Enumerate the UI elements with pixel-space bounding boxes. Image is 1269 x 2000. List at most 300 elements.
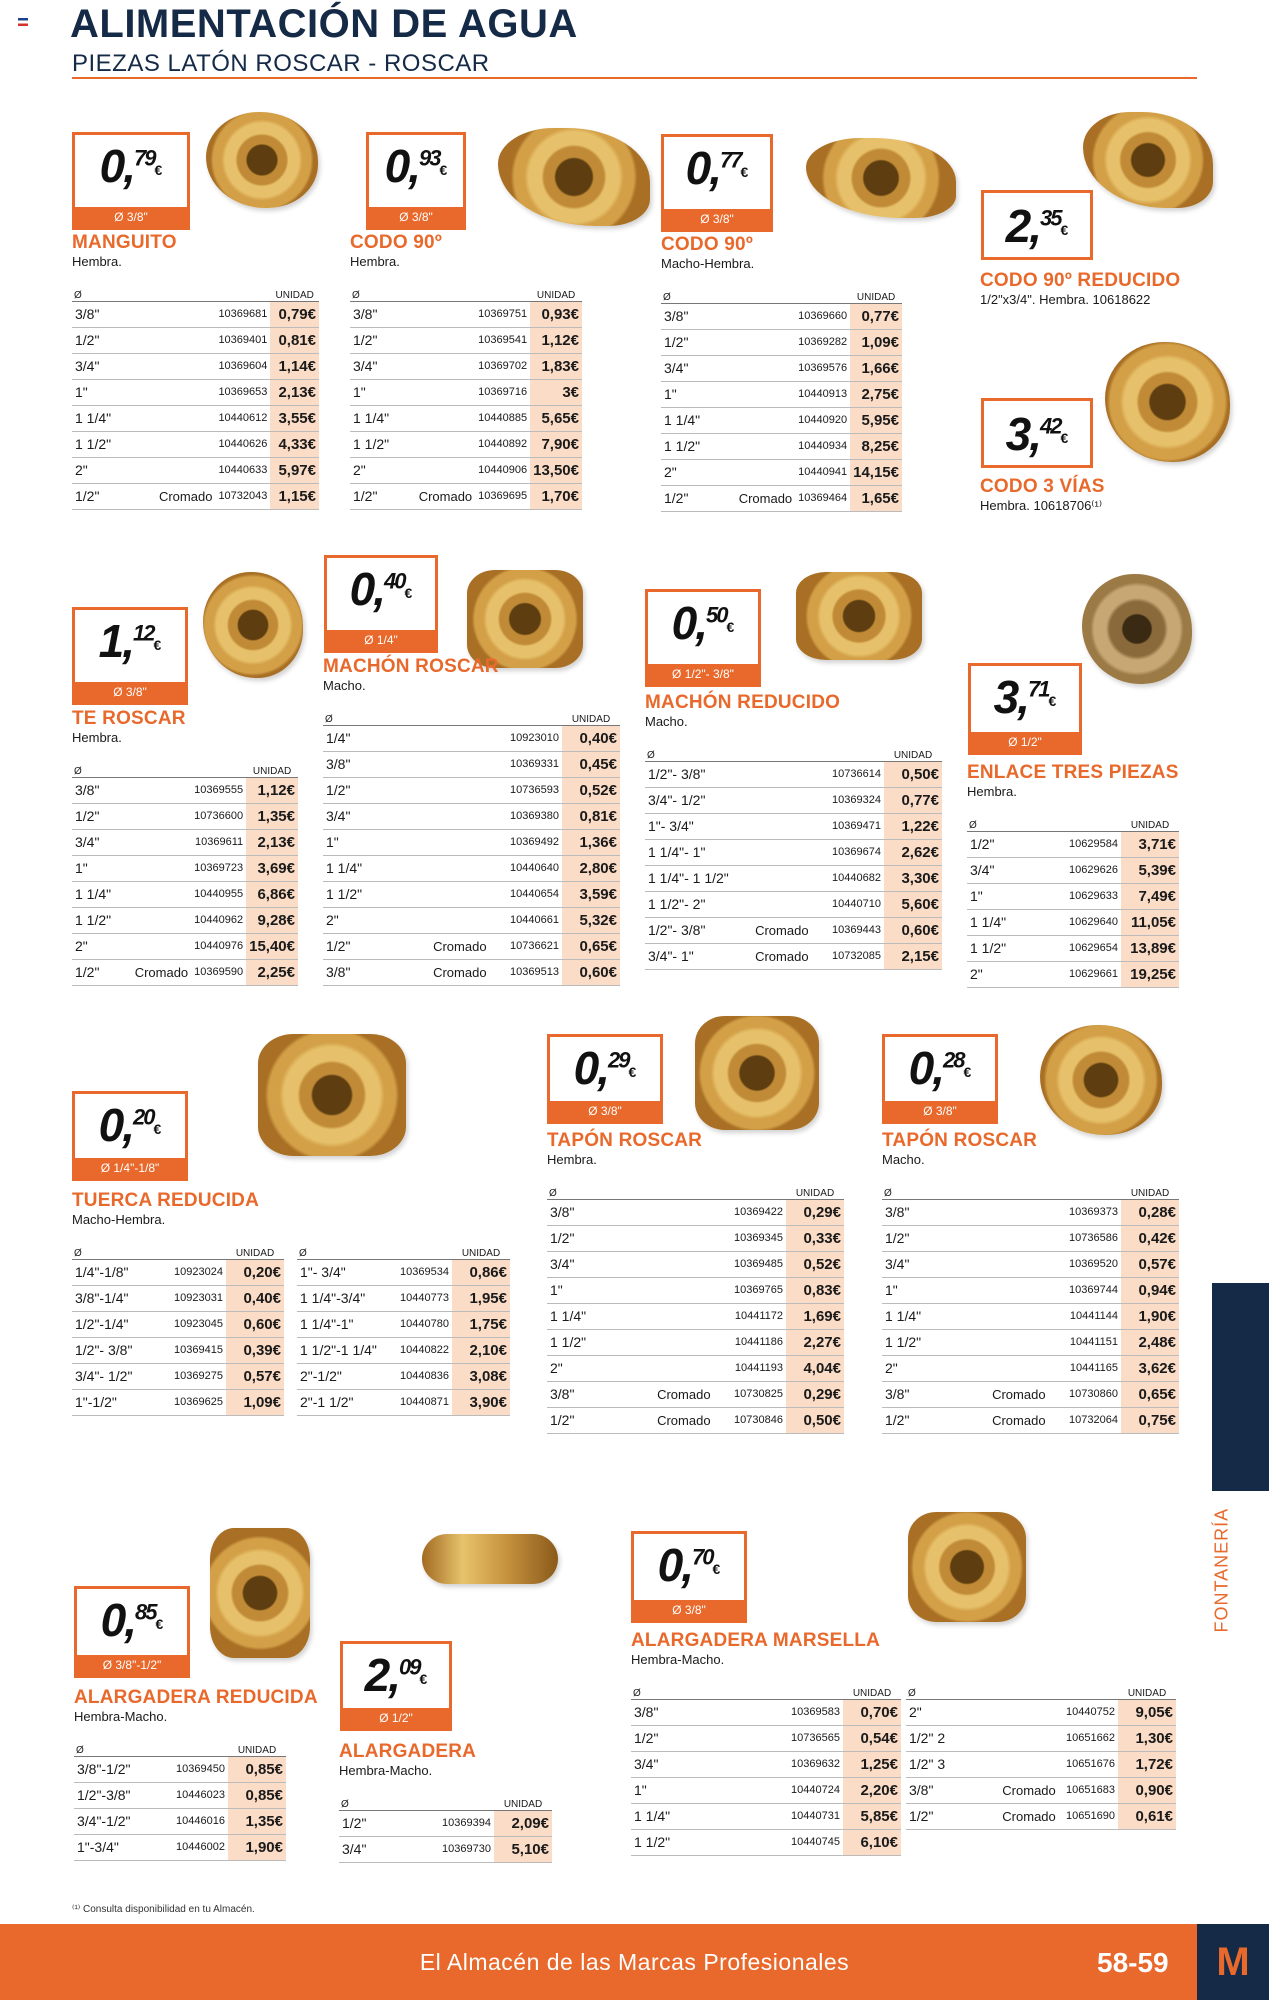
table-row[interactable] [631, 1803, 901, 1829]
cell-finish [746, 787, 818, 813]
price-badge[interactable] [968, 663, 1082, 755]
table-row[interactable] [72, 855, 298, 881]
table-row[interactable] [323, 881, 620, 907]
table-row[interactable] [350, 301, 582, 327]
table-row[interactable] [661, 433, 902, 459]
table-row[interactable] [297, 1363, 510, 1389]
table-row[interactable] [72, 327, 319, 353]
column-size-header: Ø [323, 710, 424, 725]
cell-size: 1" [547, 1277, 648, 1303]
table-row[interactable] [72, 959, 298, 985]
cell-price: 6,10€ [843, 1829, 901, 1855]
cell-finish [983, 1277, 1055, 1303]
cell-size: 1 1/2"-1 1/4" [297, 1337, 380, 1363]
column-size-header: Ø [339, 1795, 411, 1810]
cell-finish [132, 777, 191, 803]
table-row[interactable] [631, 1725, 901, 1751]
cell-size: 1/2"-1/4" [72, 1311, 144, 1337]
table-row[interactable] [967, 883, 1179, 909]
cell-finish [146, 1834, 154, 1860]
cell-finish [146, 1782, 154, 1808]
price-badge[interactable] [661, 134, 773, 232]
price-badge[interactable] [366, 132, 466, 230]
table-row[interactable] [72, 829, 298, 855]
cell-price: 3,90€ [452, 1389, 510, 1415]
flag-icon [18, 18, 28, 26]
table-row[interactable] [645, 943, 942, 969]
cell-price: 3€ [530, 379, 582, 405]
table-row[interactable] [882, 1381, 1179, 1407]
cell-size: 3/8" [661, 303, 736, 329]
column-finish-header [723, 1684, 735, 1699]
cell-price: 3,08€ [452, 1363, 510, 1389]
table-row[interactable] [645, 917, 942, 943]
cell-price: 0,60€ [226, 1311, 284, 1337]
price-integer: 3, [1005, 408, 1041, 460]
cell-size: 3/8" [323, 959, 424, 985]
cell-finish [146, 1756, 154, 1782]
table-row[interactable] [323, 751, 620, 777]
product-photo [467, 570, 583, 668]
product-photo [1105, 342, 1230, 462]
product-description: Macho-Hembra. [661, 256, 755, 271]
table-row[interactable] [661, 381, 902, 407]
cell-price: 1,95€ [452, 1285, 510, 1311]
table-row[interactable] [72, 457, 319, 483]
cell-price: 0,60€ [884, 917, 942, 943]
cell-size: 1/2"- 3/8" [645, 761, 746, 787]
cell-size: 1" [882, 1277, 983, 1303]
table-row[interactable] [323, 725, 620, 751]
cell-code: 10369464 [795, 485, 850, 511]
cell-code: 10369555 [191, 777, 246, 803]
product-name: MACHÓN REDUCIDO [645, 692, 841, 713]
price-badge[interactable] [72, 1091, 188, 1181]
product-photo [1082, 574, 1192, 684]
price-badge[interactable] [324, 555, 438, 653]
column-code-header [795, 288, 850, 303]
cell-size: 1/2"-3/8" [74, 1782, 146, 1808]
table-row[interactable] [339, 1836, 552, 1862]
price-decimals: 70 [692, 1544, 713, 1570]
brand-logo[interactable]: M [1197, 1924, 1269, 2000]
euro-sign: € [1048, 692, 1057, 709]
table-row[interactable] [74, 1808, 286, 1834]
cell-price: 0,65€ [562, 933, 620, 959]
column-unit-header: UNIDAD [1121, 816, 1179, 831]
cell-price: 0,39€ [226, 1337, 284, 1363]
table-row[interactable] [72, 1363, 284, 1389]
table-row[interactable] [339, 1810, 552, 1836]
table-row[interactable] [74, 1782, 286, 1808]
cell-price: 3,59€ [562, 881, 620, 907]
euro-sign: € [155, 1615, 164, 1632]
cell-finish [424, 855, 496, 881]
cell-code: 10440962 [191, 907, 246, 933]
price-amount [327, 563, 435, 615]
cell-size: 1 1/4" [967, 909, 1039, 935]
cell-price: 7,90€ [530, 431, 582, 457]
price-badge[interactable] [72, 132, 190, 230]
cell-code: 10369660 [795, 303, 850, 329]
product-description: Hembra-Macho. [74, 1709, 168, 1724]
cell-size: 3/8" [882, 1199, 983, 1225]
cell-code: 10736586 [1055, 1225, 1121, 1251]
cell-size: 1/2" [547, 1225, 648, 1251]
table-row[interactable] [72, 1259, 284, 1285]
table-row[interactable] [906, 1803, 1176, 1829]
table-row[interactable] [297, 1285, 510, 1311]
table-row[interactable] [547, 1199, 844, 1225]
table-row[interactable] [967, 831, 1179, 857]
cell-size: 1/2" [967, 831, 1039, 857]
cell-finish [983, 1251, 1055, 1277]
table-row[interactable] [882, 1329, 1179, 1355]
table-row[interactable] [297, 1389, 510, 1415]
cell-size: 1/2"- 3/8" [645, 917, 746, 943]
cell-price: 5,97€ [270, 457, 319, 483]
cell-finish [416, 379, 475, 405]
table-row[interactable] [645, 865, 942, 891]
cell-size: 3/8" [547, 1199, 648, 1225]
cell-size: 2" [323, 907, 424, 933]
cell-code: 10440710 [818, 891, 884, 917]
cell-finish [132, 855, 191, 881]
table-row[interactable] [350, 353, 582, 379]
price-badge[interactable] [981, 190, 1093, 260]
cell-finish [156, 431, 215, 457]
product-description: Macho. [323, 678, 366, 693]
table-row[interactable] [74, 1756, 286, 1782]
cell-price: 2,48€ [1121, 1329, 1179, 1355]
cell-price: 6,86€ [246, 881, 298, 907]
table-row[interactable] [645, 761, 942, 787]
price-table [72, 762, 298, 986]
cell-code: 10629654 [1047, 935, 1121, 961]
table-row[interactable] [631, 1751, 901, 1777]
table-row[interactable] [72, 483, 319, 509]
cell-size: 2" [72, 933, 132, 959]
table-row[interactable] [323, 907, 620, 933]
cell-finish [424, 829, 496, 855]
cell-finish [132, 803, 191, 829]
price-badge[interactable] [645, 589, 761, 687]
table-row[interactable] [547, 1303, 844, 1329]
price-integer: 0, [671, 597, 707, 649]
cell-finish [416, 353, 475, 379]
price-decimals: 50 [706, 602, 727, 628]
table-row[interactable] [882, 1199, 1179, 1225]
cell-size: 1 1/4" [350, 405, 416, 431]
cell-code: 10369443 [818, 917, 884, 943]
price-badge[interactable] [882, 1034, 998, 1124]
price-size-label: Ø 3/8" [664, 209, 770, 229]
section-tab[interactable] [1212, 1283, 1269, 1491]
table-row[interactable] [350, 327, 582, 353]
column-finish-header [983, 1184, 1055, 1199]
cell-size: 1"-1/2" [72, 1389, 144, 1415]
table-row[interactable] [631, 1699, 901, 1725]
cell-size: 3/4"- 1/2" [72, 1363, 144, 1389]
product-name: MANGUITO [72, 232, 177, 253]
cell-finish [156, 353, 215, 379]
cell-price: 2,20€ [843, 1777, 901, 1803]
cell-code: 10440731 [735, 1803, 843, 1829]
table-row[interactable] [72, 881, 298, 907]
cell-price: 1,65€ [850, 485, 902, 511]
table-row[interactable] [323, 855, 620, 881]
table-row[interactable] [350, 457, 582, 483]
cell-size: 1 1/2" [967, 935, 1039, 961]
cell-price: 5,85€ [843, 1803, 901, 1829]
table-row[interactable] [882, 1277, 1179, 1303]
table-row[interactable] [631, 1777, 901, 1803]
price-integer: 0, [573, 1042, 609, 1094]
price-size-label: Ø 3/8" [634, 1600, 744, 1620]
table-row[interactable] [72, 907, 298, 933]
footnote: ⁽¹⁾ Consulta disponibilidad en tu Almacén. [72, 1904, 255, 1915]
cell-finish [416, 301, 475, 327]
cell-code: 10369723 [191, 855, 246, 881]
table-row[interactable] [547, 1407, 844, 1433]
table-row[interactable] [72, 803, 298, 829]
table-row[interactable] [323, 829, 620, 855]
cell-code: 10369492 [496, 829, 562, 855]
column-unit-header: UNIDAD [843, 1684, 901, 1699]
price-badge[interactable] [74, 1586, 190, 1678]
price-amount [984, 408, 1090, 460]
table-row[interactable] [661, 459, 902, 485]
cell-finish [411, 1836, 419, 1862]
cell-code: 10629661 [1047, 961, 1121, 987]
column-unit-header: UNIDAD [270, 286, 319, 301]
cell-code: 10440913 [795, 381, 850, 407]
table-row[interactable] [645, 839, 942, 865]
table-row[interactable] [72, 379, 319, 405]
table-row[interactable] [297, 1337, 510, 1363]
price-table [323, 710, 620, 986]
cell-size: 1" [72, 855, 132, 881]
cell-size: 1/2" [72, 483, 156, 509]
table-row[interactable] [350, 431, 582, 457]
price-table [661, 288, 902, 512]
cell-size: 1/2" [72, 327, 156, 353]
table-row[interactable] [547, 1277, 844, 1303]
cell-code: 10440892 [475, 431, 530, 457]
table-row[interactable] [547, 1355, 844, 1381]
table-row[interactable] [661, 407, 902, 433]
table-row[interactable] [72, 1337, 284, 1363]
product-photo [1040, 1025, 1162, 1135]
table-row[interactable] [350, 483, 582, 509]
table-row[interactable] [882, 1251, 1179, 1277]
cell-code: 10369765 [720, 1277, 786, 1303]
table-row[interactable] [547, 1251, 844, 1277]
cell-finish [156, 301, 215, 327]
price-integer: 2, [364, 1649, 400, 1701]
table-row[interactable] [547, 1225, 844, 1251]
cell-code: 10440885 [475, 405, 530, 431]
table-row[interactable] [350, 405, 582, 431]
cell-finish [1039, 909, 1047, 935]
cell-code: 10446023 [154, 1782, 228, 1808]
column-unit-header: UNIDAD [884, 746, 942, 761]
cell-size: 1" [967, 883, 1039, 909]
table-row[interactable] [645, 787, 942, 813]
cell-finish: Cromado [156, 483, 215, 509]
cell-size: 1 1/2" [323, 881, 424, 907]
table-row[interactable] [350, 379, 582, 405]
price-badge[interactable] [340, 1641, 452, 1731]
cell-code: 10369422 [720, 1199, 786, 1225]
cell-size: 3/8" [72, 301, 156, 327]
table-row[interactable] [323, 803, 620, 829]
cell-price: 0,57€ [1121, 1251, 1179, 1277]
table-row[interactable] [323, 959, 620, 985]
column-unit-header: UNIDAD [226, 1244, 284, 1259]
cell-price: 0,70€ [843, 1699, 901, 1725]
cell-price: 19,25€ [1121, 961, 1179, 987]
table-row[interactable] [906, 1725, 1176, 1751]
cell-size: 2" [906, 1699, 998, 1725]
price-amount [369, 140, 463, 192]
column-code-header [475, 286, 530, 301]
product-name: TAPÓN ROSCAR [547, 1130, 703, 1151]
page-number: 58-59 [1097, 1947, 1169, 1978]
table-row[interactable] [72, 1311, 284, 1337]
table-row[interactable] [661, 355, 902, 381]
cell-price: 1,75€ [452, 1311, 510, 1337]
cell-price: 2,09€ [494, 1810, 552, 1836]
cell-code: 10651676 [1060, 1751, 1118, 1777]
table-row[interactable] [72, 933, 298, 959]
table-row[interactable] [72, 1285, 284, 1311]
table-row[interactable] [882, 1303, 1179, 1329]
cell-finish: Cromado [132, 959, 191, 985]
cell-code: 10369702 [475, 353, 530, 379]
table-row[interactable] [882, 1225, 1179, 1251]
table-row[interactable] [547, 1329, 844, 1355]
cell-size: 1/2" [631, 1725, 723, 1751]
cell-finish [132, 881, 191, 907]
cell-size: 1/2" [72, 803, 132, 829]
table-row[interactable] [297, 1311, 510, 1337]
cell-finish [1039, 961, 1047, 987]
table-row[interactable] [661, 329, 902, 355]
cell-code: 10369520 [1055, 1251, 1121, 1277]
table-row[interactable] [72, 353, 319, 379]
column-unit-header: UNIDAD [452, 1244, 510, 1259]
table-row[interactable] [72, 1389, 284, 1415]
table-row[interactable] [72, 301, 319, 327]
cell-size: 1 1/4"- 1" [645, 839, 746, 865]
table-row[interactable] [72, 777, 298, 803]
table-row[interactable] [323, 933, 620, 959]
cell-code: 10440871 [380, 1389, 452, 1415]
cell-price: 0,61€ [1118, 1803, 1176, 1829]
table-row[interactable] [906, 1699, 1176, 1725]
cell-size: 1 1/2" [350, 431, 416, 457]
cell-size: 1 1/2"- 2" [645, 891, 746, 917]
cell-code: 10369744 [1055, 1277, 1121, 1303]
price-badge[interactable] [72, 607, 188, 705]
cell-price: 1,14€ [270, 353, 319, 379]
cell-code: 10923010 [496, 725, 562, 751]
column-finish-header [998, 1684, 1060, 1699]
cell-code: 10369625 [144, 1389, 226, 1415]
euro-sign: € [628, 1063, 637, 1080]
table-row[interactable] [882, 1407, 1179, 1433]
cell-finish [736, 355, 795, 381]
cell-size: 1/2" [547, 1407, 648, 1433]
table-row[interactable] [645, 813, 942, 839]
table-row[interactable] [72, 405, 319, 431]
cell-size: 3/4" [72, 829, 132, 855]
price-size-label: Ø 1/4"-1/8" [75, 1158, 185, 1178]
table-row[interactable] [72, 431, 319, 457]
table-row[interactable] [882, 1355, 1179, 1381]
cell-finish [648, 1303, 720, 1329]
cell-price: 1,25€ [843, 1751, 901, 1777]
table-row[interactable] [906, 1751, 1176, 1777]
cell-finish [736, 381, 795, 407]
table-row[interactable] [967, 909, 1179, 935]
price-size-label: Ø 3/8" [550, 1101, 660, 1121]
table-row[interactable] [323, 777, 620, 803]
cell-size: 1/2" [882, 1407, 983, 1433]
column-unit-header: UNIDAD [228, 1741, 286, 1756]
column-finish-header [1039, 816, 1047, 831]
cell-price: 2,13€ [246, 829, 298, 855]
cell-finish [648, 1355, 720, 1381]
product-photo [258, 1034, 406, 1156]
price-badge[interactable] [547, 1034, 663, 1124]
table-row[interactable] [906, 1777, 1176, 1803]
cell-size: 3/4" [339, 1836, 411, 1862]
cell-code: 10446002 [154, 1834, 228, 1860]
cell-finish [723, 1829, 735, 1855]
table-row[interactable] [661, 303, 902, 329]
table-row[interactable] [967, 857, 1179, 883]
cell-size: 1 1/2" [882, 1329, 983, 1355]
table-row[interactable] [547, 1381, 844, 1407]
cell-size: 1/2" [906, 1803, 998, 1829]
price-integer: 0, [685, 142, 721, 194]
cell-finish [746, 839, 818, 865]
cell-price: 2,13€ [270, 379, 319, 405]
cell-finish: Cromado [736, 485, 795, 511]
price-badge[interactable] [981, 398, 1093, 468]
price-badge[interactable] [631, 1531, 747, 1623]
table-row[interactable] [74, 1834, 286, 1860]
cell-price: 2,25€ [246, 959, 298, 985]
cell-size: 1 1/2" [547, 1329, 648, 1355]
table-row[interactable] [297, 1259, 510, 1285]
table-row[interactable] [967, 961, 1179, 987]
table-row[interactable] [967, 935, 1179, 961]
cell-code: 10629640 [1047, 909, 1121, 935]
cell-size: 2" [661, 459, 736, 485]
cell-finish [132, 907, 191, 933]
price-table [72, 286, 319, 510]
table-row[interactable] [631, 1829, 901, 1855]
table-row[interactable] [645, 891, 942, 917]
cell-size: 3/4"-1/2" [74, 1808, 146, 1834]
cell-size: 3/4" [547, 1251, 648, 1277]
cell-price: 14,15€ [850, 459, 902, 485]
table-row[interactable] [661, 485, 902, 511]
column-finish-header [146, 1741, 154, 1756]
